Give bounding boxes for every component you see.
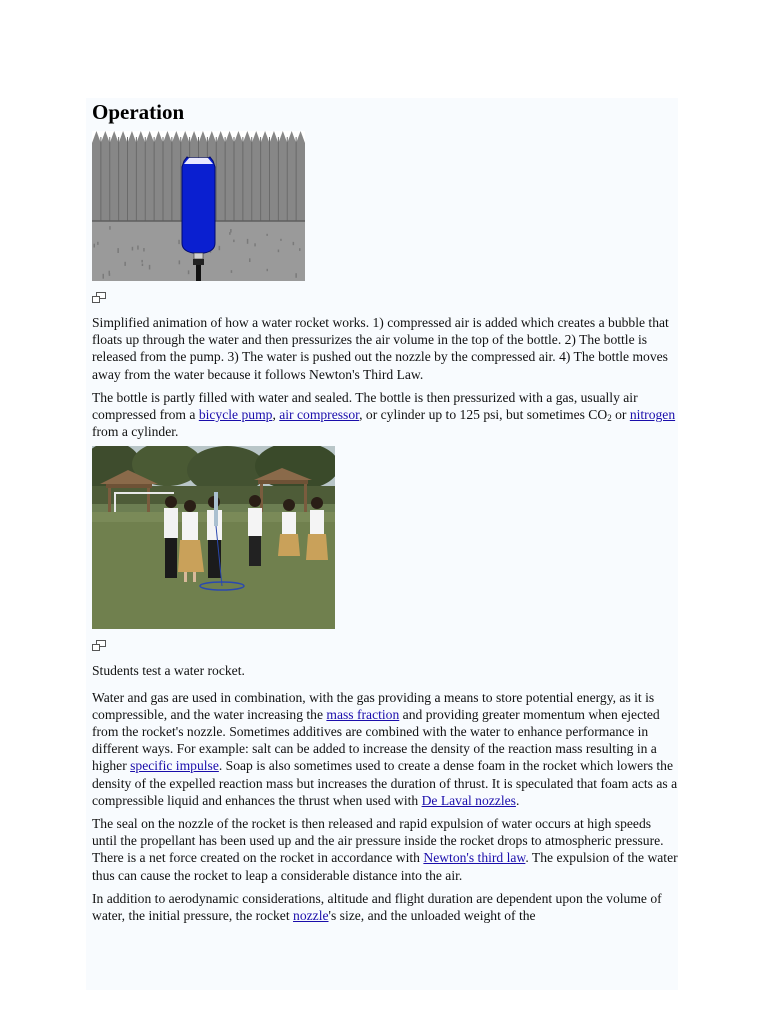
link-nitrogen[interactable]: nitrogen (629, 407, 676, 423)
students-photo-image[interactable] (92, 446, 335, 629)
enlarge-icon[interactable] (92, 640, 106, 652)
link-specific-impulse[interactable]: specific impulse (130, 758, 219, 774)
article-content (92, 98, 678, 930)
article-page (86, 98, 678, 990)
paragraph-3: The seal on the nozzle of the rocket is then released and rapid expulsion of water occurs at high speeds until the propellant has been used up and the air pressure inside the rocket drops to atmospheric pressure. There is a net force created on the rocket in accordance with Newton's third law. The expulsion of the water thus can cause the rocket to leap a considerable distance into the air. (92, 816, 678, 883)
link-de-laval-nozzles[interactable]: De Laval nozzles (421, 792, 516, 808)
link-bicycle-pump[interactable]: bicycle pump (198, 407, 273, 423)
figure-caption-2: Students test a water rocket. (92, 663, 245, 679)
paragraph-1: The bottle is partly filled with water and sealed. The bottle is then pressurized with a gas, usually air compressed from a bicycle pump, air compressor, or cylinder up to 125 psi, but sometimes $CO_2$ or nitrogen from a cylinder. (92, 389, 676, 440)
water-rocket-animation-image[interactable] (92, 131, 305, 281)
figure-caption-1: Simplified animation of how a water rocket works. 1) compressed air is added which creates a bubble that floats up through the water and then pressurizes the air volume in the top of the bottle. 2) The bottle is released from the pump. 3) The water is pushed out the nozzle by the compressed air. 4) The bottle moves away from the water because it follows Newton's Third Law. (92, 315, 669, 382)
link-nozzle[interactable]: nozzle (293, 908, 329, 924)
enlarge-icon[interactable] (92, 292, 106, 304)
paragraph-2: Water and gas are used in combination, with the gas providing a means to store potential energy, as it is compressible, and the water increasing the mass fraction and providing greater momentum when ejected from the rocket's nozzle. Sometimes additives are combined with the water to enhance performance in different ways. For example: salt can be added to increase the density of the reaction mass resulting in a higher specific impulse. Soap is also sometimes used to create a dense foam in the rocket which lowers the density of the expelled reaction mass but increases the duration of thrust. It is speculated that foam acts as a compressible liquid and enhances the thrust when used with De Laval nozzles. (92, 689, 678, 808)
paragraph-4: In addition to aerodynamic considerations, altitude and flight duration are dependent upon the volume of water, the initial pressure, the rocket nozzle's size, and the unloaded weight of the (92, 890, 662, 924)
link-mass-fraction[interactable]: mass fraction (326, 706, 400, 722)
link-air-compressor[interactable]: air compressor (279, 407, 360, 423)
link-newtons-third-law[interactable]: Newton's third law (423, 850, 526, 866)
section-heading: Operation (92, 100, 185, 124)
